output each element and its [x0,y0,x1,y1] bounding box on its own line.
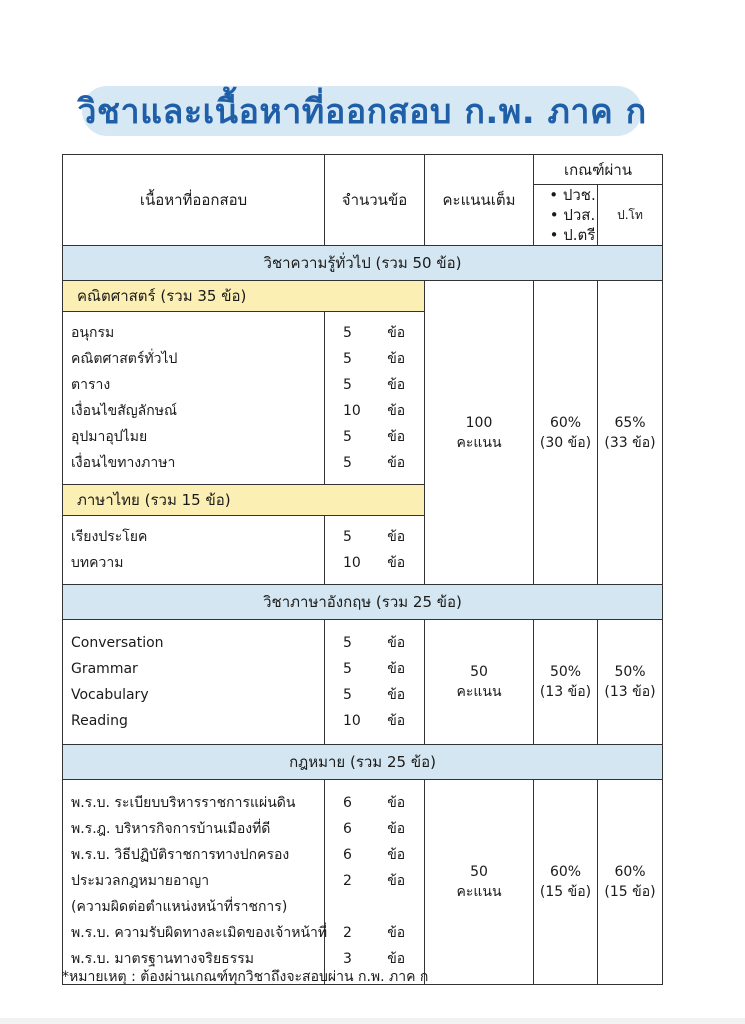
count-unit: ข้อ [387,429,406,445]
list-item: อนุกรม [71,325,115,341]
header-level-b: ป.โท [598,185,663,246]
count-item [343,708,424,734]
level-vocational: • ปวช. [549,186,596,204]
count-item [343,868,424,920]
count-list-english [325,620,425,745]
list-item: พ.ร.บ. ระเบียบบริหารราชการแผ่นดิน [71,795,296,811]
group-row-math [63,281,663,312]
section-general-knowledge [63,246,663,281]
score-unit: คะแนน [456,884,502,900]
score-english [425,620,534,745]
level-bachelor: • ป.ตรี [549,226,596,244]
count-unit: ข้อ [387,687,406,703]
count-item [343,346,424,372]
count-unit: ข้อ [387,713,406,729]
count-item [343,398,424,424]
count-item [343,630,424,656]
count-value: 5 [343,687,352,703]
count-value: 5 [343,325,352,341]
count-value: 5 [343,661,352,677]
header-level-a [534,185,598,246]
count-unit: ข้อ [387,403,406,419]
count-value: 5 [343,377,352,393]
count-value: 5 [343,455,352,471]
count-list-thai [325,516,425,585]
list-item: เงื่อนไขสัญลักษณ์ [71,403,177,419]
count-list-math [325,312,425,485]
section-english [63,585,663,620]
pass-b-items: (15 ข้อ) [604,884,656,900]
count-unit: ข้อ [387,377,406,393]
pass-b-items: (33 ข้อ) [604,434,656,451]
score-value: 100 [465,414,493,431]
header-topic: เนื้อหาที่ออกสอบ [63,155,325,246]
count-value: 10 [343,555,361,571]
count-value: 6 [343,795,352,811]
pass-b-items: (13 ข้อ) [604,684,656,700]
count-unit: ข้อ [387,821,406,837]
list-item: ตาราง [71,377,111,393]
score-value: 50 [470,664,488,680]
pass-a-items: (13 ข้อ) [539,684,592,700]
topic-list-math [63,312,325,485]
count-unit: ข้อ [387,455,406,471]
group-title-math: คณิตศาสตร์ (รวม 35 ข้อ) [63,281,425,312]
list-item: พ.ร.บ. มาตรฐานทางจริยธรรม [71,951,254,967]
header-full-score: คะแนนเต็ม [425,155,534,246]
footnote: *หมายเหตุ : ต้องผ่านเกณฑ์ทุกวิชาถึงจะสอบผ่าน ก.พ. ภาค ก [62,969,429,985]
list-item-sub: (ความผิดต่อตำแหน่งหน้าที่ราชการ) [71,899,288,915]
section-title: วิชาภาษาอังกฤษ (รวม 25 ข้อ) [63,585,663,620]
pass-b-english [598,620,663,745]
list-row-law [63,780,663,985]
pass-b-general [598,281,663,585]
pass-a-items: (30 ข้อ) [539,434,592,451]
topic-list-thai [63,516,325,585]
topic-list-law [63,780,328,985]
list-item: Grammar [71,661,138,677]
count-item [343,790,424,816]
pass-b-percent: 50% [614,664,646,680]
count-value: 6 [343,821,352,837]
level-high-vocational: • ปวส. [549,206,596,224]
list-item: พ.ร.บ. วิธีปฏิบัติราชการทางปกครอง [71,847,290,863]
list-row-english [63,620,663,745]
pass-a-percent: 60% [549,414,582,431]
count-item [343,842,424,868]
list-item: Reading [71,713,128,729]
count-value: 5 [343,529,352,545]
count-value: 5 [343,351,352,367]
section-title: กฎหมาย (รวม 25 ข้อ) [63,745,663,780]
section-title: วิชาความรู้ทั่วไป (รวม 50 ข้อ) [63,246,663,281]
score-unit: คะแนน [456,434,502,451]
page-title-banner [77,86,647,136]
pass-b-percent: 65% [614,414,646,431]
list-item: อุปมาอุปไมย [71,429,148,445]
count-item [343,656,424,682]
pass-a-percent: 60% [549,864,582,880]
count-item [343,682,424,708]
header-row [63,155,663,185]
count-item [343,816,424,842]
count-unit: ข้อ [387,635,406,651]
header-count: จำนวนข้อ [325,155,425,246]
count-item [343,424,424,450]
score-law [425,780,534,985]
count-item [343,372,424,398]
list-item: บทความ [71,555,124,571]
count-unit: ข้อ [387,951,406,967]
list-item: พ.ร.ฎ. บริหารกิจการบ้านเมืองที่ดี [71,821,271,837]
count-value: 3 [343,951,352,967]
list-item: Vocabulary [71,687,149,703]
count-value: 5 [343,635,352,651]
list-item: เรียงประโยค [71,529,148,545]
count-value: 6 [343,847,352,863]
count-list-law [325,780,425,985]
count-unit: ข้อ [387,555,406,571]
list-item-name: ประมวลกฎหมายอาญา [71,873,210,889]
count-item [343,320,424,346]
pass-b-percent: 60% [614,864,646,880]
count-unit: ข้อ [387,847,406,863]
count-unit: ข้อ [387,925,406,941]
count-unit: ข้อ [387,529,406,545]
list-item [71,868,324,920]
count-unit: ข้อ [387,661,406,677]
pass-a-percent: 50% [549,664,582,680]
count-item [343,524,424,550]
pass-a-items: (15 ข้อ) [539,884,592,900]
list-item: คณิตศาสตร์ทั่วไป [71,351,178,367]
pass-a-english [534,620,598,745]
score-unit: คะแนน [456,684,502,700]
group-title-thai: ภาษาไทย (รวม 15 ข้อ) [63,485,425,516]
page-title: วิชาและเนื้อหาที่ออกสอบ ก.พ. ภาค ก [77,92,647,132]
count-value: 10 [343,713,361,729]
section-law [63,745,663,780]
pass-b-law [598,780,663,985]
topic-list-english [63,620,325,745]
count-value: 2 [343,873,352,889]
count-unit: ข้อ [387,325,406,341]
list-item: พ.ร.บ. ความรับผิดทางละเมิดของเจ้าหน้าที่ [71,925,328,941]
count-value: 2 [343,925,352,941]
count-value: 10 [343,403,361,419]
count-value: 5 [343,429,352,445]
bottom-divider [0,1018,745,1024]
list-item: เงื่อนไขทางภาษา [71,455,176,471]
pass-a-law [534,780,598,985]
count-unit: ข้อ [387,795,406,811]
score-value: 50 [470,864,488,880]
count-unit: ข้อ [387,873,406,889]
count-item [343,550,424,576]
list-item: Conversation [71,635,164,651]
count-unit: ข้อ [387,351,406,367]
exam-table [62,154,663,985]
count-item [343,450,424,476]
header-criteria: เกณฑ์ผ่าน [534,155,663,185]
score-general [425,281,534,585]
pass-a-general [534,281,598,585]
count-item [343,920,424,946]
